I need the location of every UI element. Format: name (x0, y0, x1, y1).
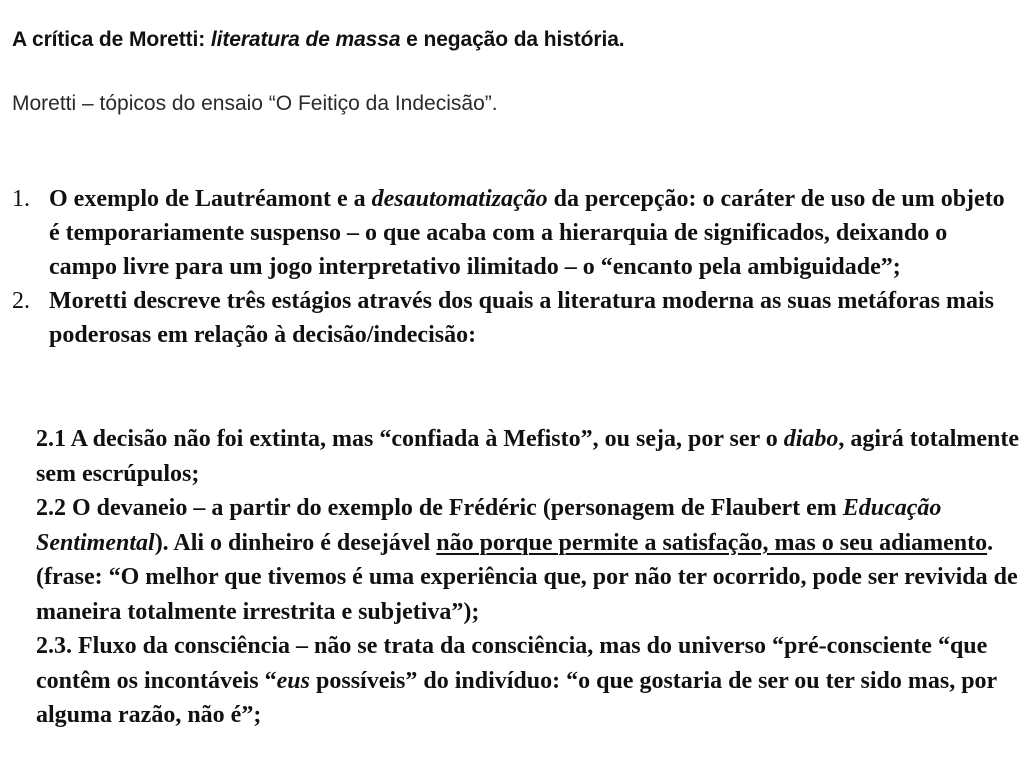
title-text: A crítica de Moretti: (12, 28, 211, 51)
list-item-text-end: da percepção: o caráter de uso de um objeto é temporariamente suspenso – o que acaba com a hierarquia de significados, deixando o campo livre para um jogo interpretativo ilimitado – o “encanto pela ambiguidade”; (49, 186, 1005, 280)
subitem-text-end: , agirá totalmente sem escrúpulos; (36, 426, 1020, 487)
list-number: 2. (12, 288, 30, 314)
list-item (0, 182, 1020, 284)
list-item (0, 284, 1020, 352)
subitem-2-3 (36, 629, 1021, 733)
subitem-text: 2.2 O devaneio – a partir do exemplo de Frédéric (personagem de Flaubert em (36, 495, 843, 521)
list-item-italic: desautomatização (371, 186, 548, 212)
title-italic-text: literatura de massa (210, 28, 401, 51)
list-number: 1. (12, 186, 30, 212)
page-title (12, 28, 625, 52)
list-item-text: Moretti descreve três estágios através dos quais a literatura moderna as suas metáforas mais poderosas em relação à decisão/indecisão: (49, 288, 994, 348)
subitem-2-1 (36, 422, 1021, 491)
subitem-underlined: não porque permite a satisfação, mas o seu adiamento (436, 529, 988, 556)
subitem-italic: eus (276, 667, 310, 694)
subitem-text-mid: ). Ali o dinheiro é desejável (154, 529, 437, 556)
subitem-text-end: possíveis” do indivíduo: “o que gostaria de ser ou ter sido mas, por alguma razão, não é”; (36, 667, 997, 728)
list-item-text: O exemplo de Lautréamont e a (49, 186, 372, 212)
subitem-text: 2.3. Fluxo da consciência – não se trata da consciência, mas do universo “pré-consciente “que contêm os incontáveis “ (36, 633, 988, 694)
title-text-end: e negação da história. (400, 28, 625, 51)
subitems-block (36, 422, 1021, 733)
subitem-text-end: . (frase: “O melhor que tivemos é uma experiência que, por não ter ocorrido, pode ser revivida de maneira totalmente irrestrita e subjetiva”); (36, 529, 1018, 625)
subitem-italic: Educação Sentimental (36, 495, 942, 556)
subitem-2-2 (36, 491, 1021, 629)
subitem-italic: diabo (783, 426, 839, 452)
page-subtitle: Moretti – tópicos do ensaio “O Feitiço da Indecisão”. (12, 92, 498, 115)
topic-list (0, 182, 1020, 352)
subitem-text: 2.1 A decisão não foi extinta, mas “confiada à Mefisto”, ou seja, por ser o (36, 426, 784, 452)
